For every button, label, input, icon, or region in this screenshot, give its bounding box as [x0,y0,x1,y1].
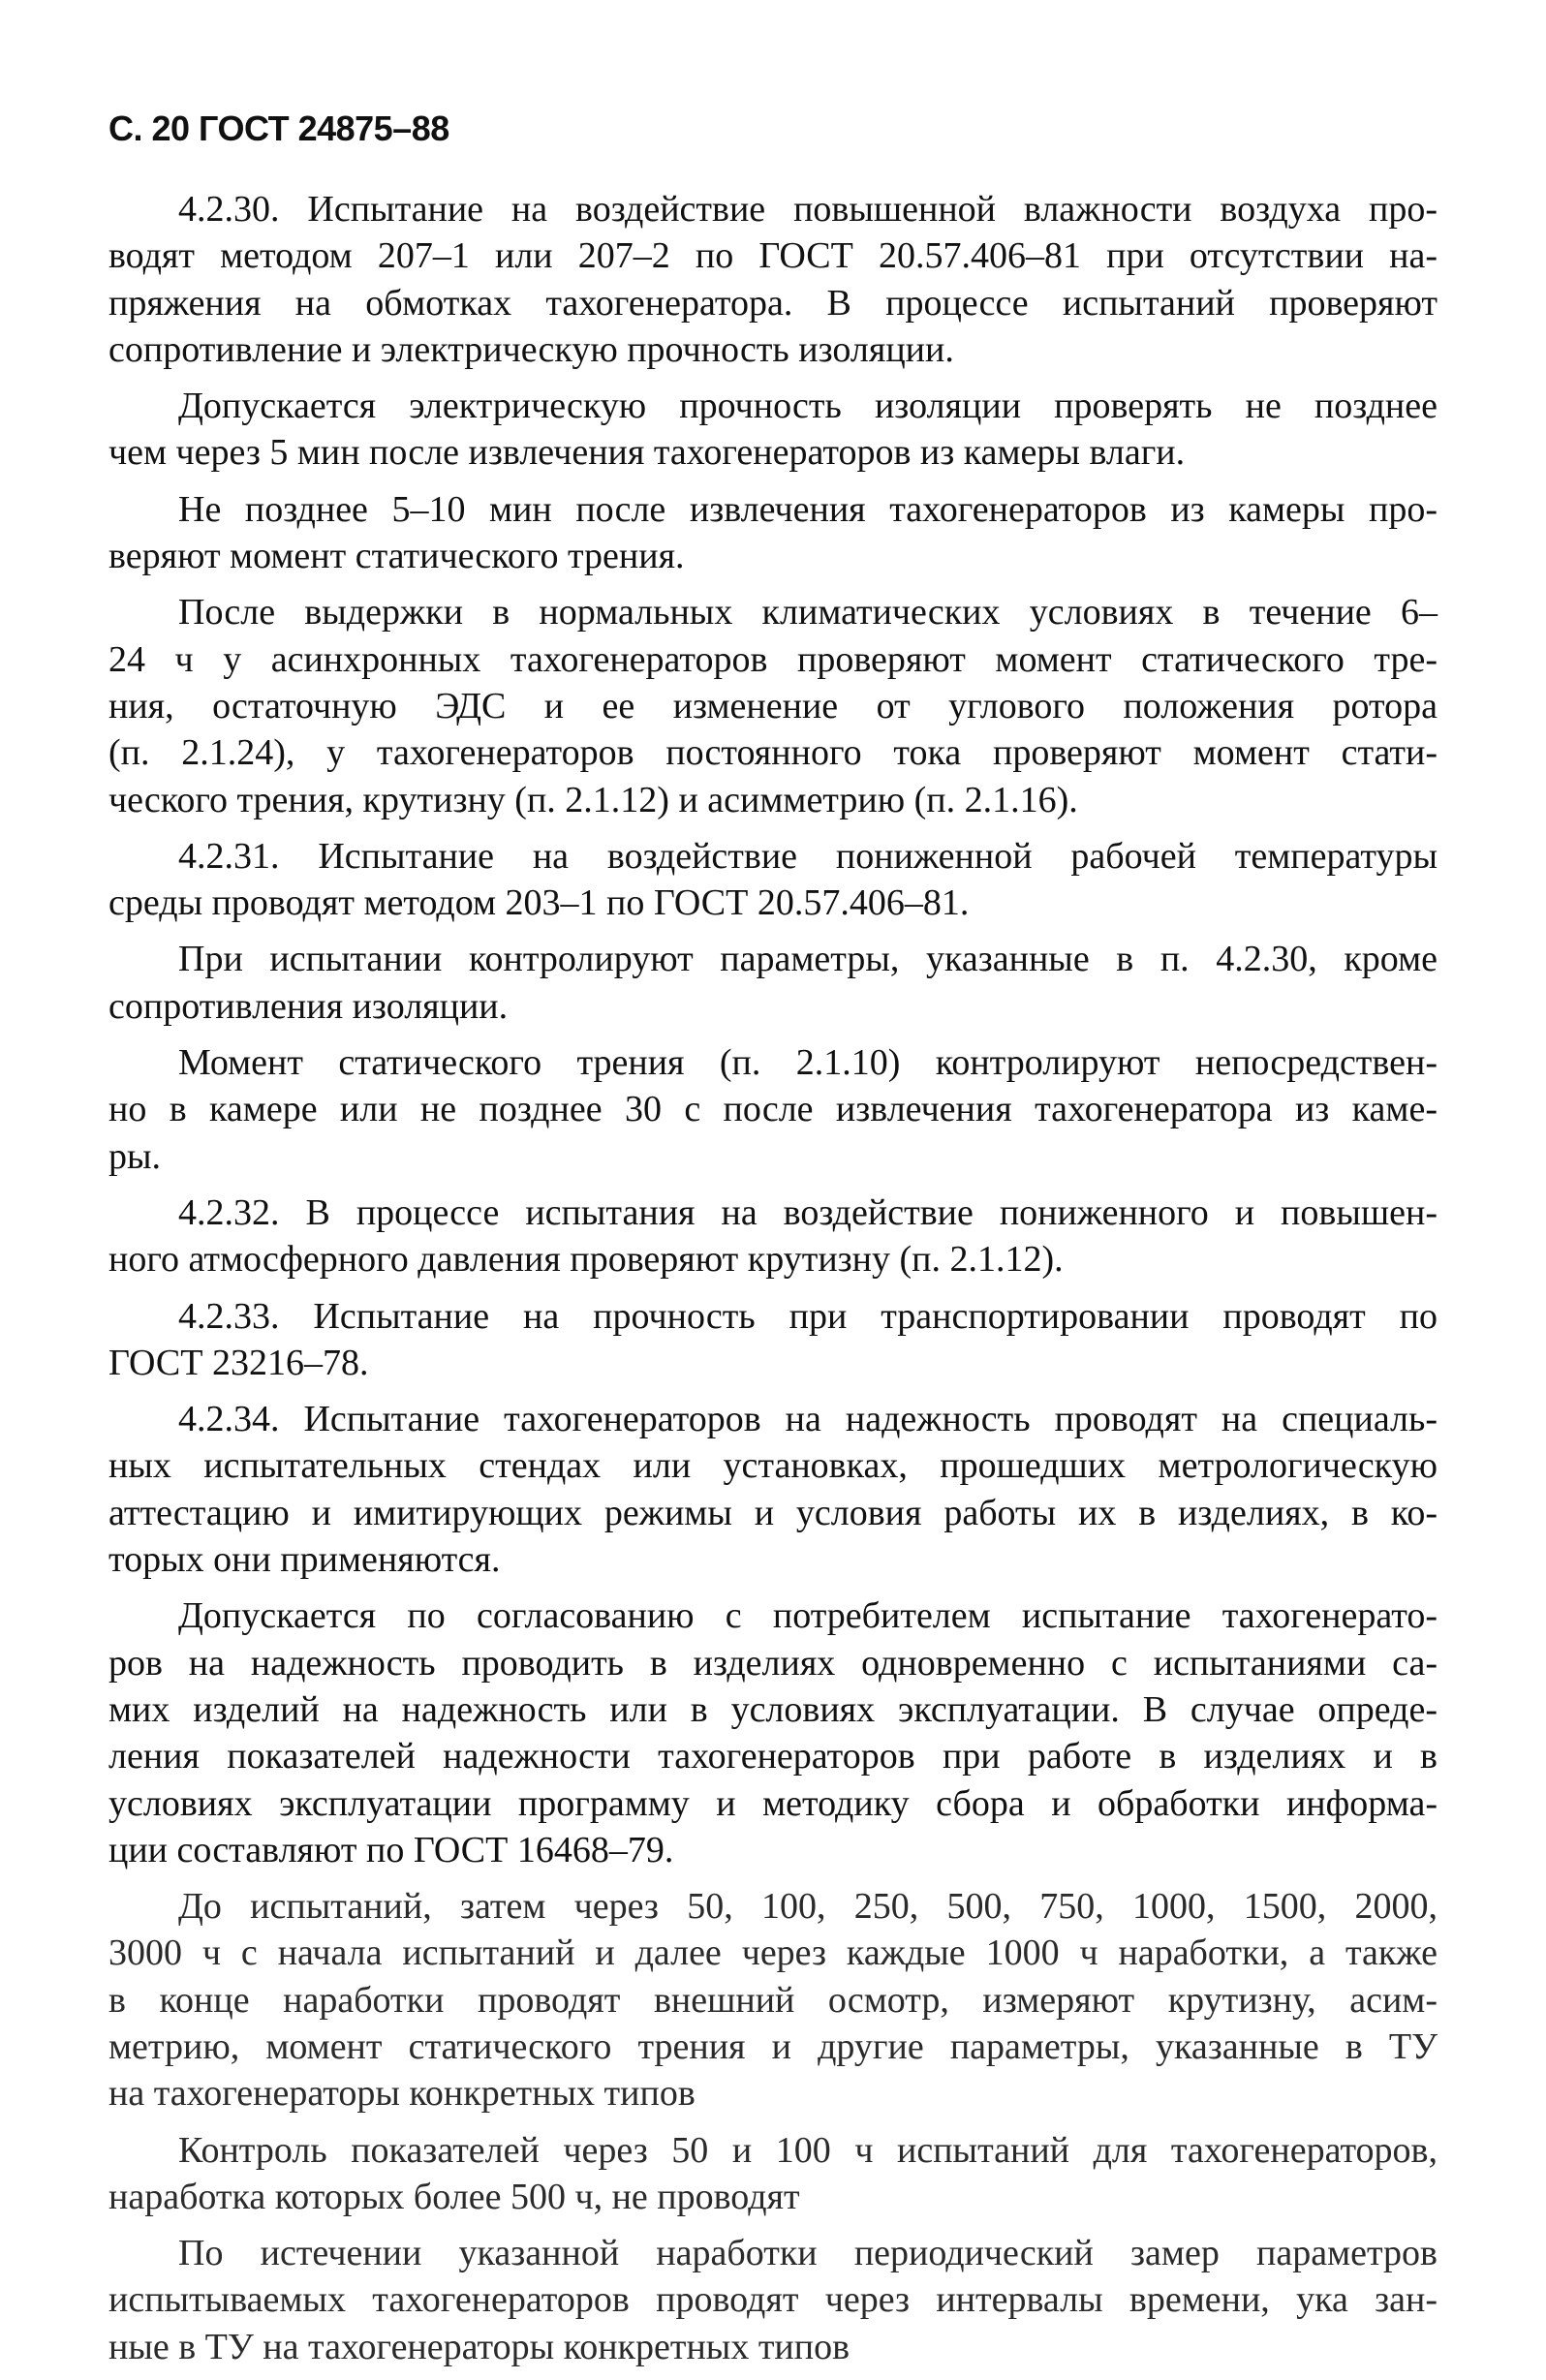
text-line: 4.2.31. Испытание на воздействие пониженной рабочей температуры [178,835,1438,877]
text-line: 24 ч у асинхронных тахогенераторов проверяют момент статического тре- [108,638,1438,680]
text-line: При испытании контролируют параметры, указанные в п. 4.2.30, кроме [178,939,1438,980]
text-line: мих изделий на надежность или в условиях эксплуатации. В случае опреде- [108,1688,1438,1730]
text-line: среды проводят методом 203–1 по ГОСТ 20.57.406–81. [108,882,970,924]
text-line: ГОСТ 23216–78. [108,1342,369,1383]
page-header: С. 20 ГОСТ 24875–88 [108,108,449,148]
text-line: ры. [108,1135,162,1177]
paragraph-control-exemption [108,2127,1438,2221]
text-line: аттестацию и имитирующих режимы и условия работы их в изделиях, в ко- [108,1492,1438,1533]
text-line: Момент статического трения (п. 2.1.10) контролируют непосредствен- [178,1042,1438,1084]
paragraph-4-2-34 [108,1396,1438,1583]
text-line: Допускается электрическую прочность изоляции проверять не позднее [178,386,1438,427]
text-line: наработка которых более 500 ч, не проводят [108,2176,800,2217]
text-line: ческого трения, крутизну (п. 2.1.12) и асимметрию (п. 2.1.16). [108,779,1078,820]
text-line: Не позднее 5–10 мин после извлечения тахогенераторов из камеры про- [178,488,1438,530]
paragraph-periodic-measurement [108,2230,1438,2370]
text-line: 3000 ч с начала испытаний и далее через каждые 1000 ч наработки, а также [108,1932,1438,1974]
paragraph-controlled-params [108,936,1438,1030]
text-line: веряют момент статического трения. [108,536,685,577]
document-body [108,186,1438,2380]
paragraph-4-2-33 [108,1293,1438,1387]
text-line: 4.2.33. Испытание на прочность при транспортировании проводят по [178,1295,1438,1337]
text-line: По истечении указанной наработки периодический замер параметров [178,2233,1438,2274]
text-line: ния, остаточную ЭДС и ее изменение от углового положения ротора [108,685,1438,726]
text-line: ления показателей надежности тахогенераторов при работе в изделиях и в [108,1736,1438,1777]
text-line: сопротивления изоляции. [108,985,509,1027]
paragraph-inspection-schedule [108,1883,1438,2117]
paragraph-4-2-32 [108,1190,1438,1283]
text-line: чем через 5 мин после извлечения тахогенераторов из камеры влаги. [108,432,1186,474]
text-line: но в камере или не позднее 30 с после извлечения тахогенератора из каме- [108,1089,1438,1130]
text-line: сопротивление и электрическую прочность изоляции. [108,328,954,370]
text-line: пряжения на обмотках тахогенератора. В процессе испытаний проверяют [108,282,1438,324]
text-line: ных испытательных стендах или установках, прошедших метрологическую [108,1445,1438,1487]
paragraph-4-2-30 [108,186,1438,373]
text-line: 4.2.32. В процессе испытания на воздействие пониженного и повышен- [178,1191,1438,1233]
text-line: Контроль показателей через 50 и 100 ч испытаний для тахогенераторов, [178,2129,1438,2171]
text-line: на тахогенераторы конкретных типов [108,2073,696,2115]
paragraph-4-2-31 [108,833,1438,927]
text-line: ного атмосферного давления проверяют крутизну (п. 2.1.12). [108,1239,1064,1281]
text-line: (п. 2.1.24), у тахогенераторов постоянного тока проверяют момент стати- [108,732,1438,774]
text-line: После выдержки в нормальных климатических условиях в течение 6– [178,592,1438,634]
paragraph-friction-check [108,486,1438,580]
text-line: ров на надежность проводить в изделиях одновременно с испытаниями са- [108,1642,1438,1684]
text-line: испытываемых тахогенераторов проводят через интервалы времени, ука зан- [108,2279,1438,2321]
text-line: торых они применяются. [108,1539,501,1581]
text-line: водят методом 207–1 или 207–2 по ГОСТ 20.57.406–81 при отсутствии на- [108,235,1438,277]
text-line: Допускается по согласованию с потребителем испытание тахогенерато- [178,1595,1438,1637]
text-line: ные в ТУ на тахогенераторы конкретных типов [108,2326,850,2367]
paragraph-static-friction [108,1039,1438,1180]
text-line: До испытаний, затем через 50, 100, 250, 500, 750, 1000, 1500, 2000, [178,1886,1438,1928]
text-line: метрию, момент статического трения и другие параметры, указанные в ТУ [108,2025,1438,2067]
text-line: 4.2.30. Испытание на воздействие повышенной влажности воздуха про- [178,189,1438,230]
paragraph-reliability-agreement [108,1592,1438,1873]
text-line: 4.2.34. Испытание тахогенераторов на надежность проводят на специаль- [178,1399,1438,1440]
text-line: в конце наработки проводят внешний осмотр, измеряют крутизну, асим- [108,1979,1438,2021]
text-line: условиях эксплуатации программу и методику сбора и обработки информа- [108,1782,1438,1824]
paragraph-insulation-check [108,383,1438,477]
paragraph-climatic-conditions [108,589,1438,822]
text-line: ции составляют по ГОСТ 16468–79. [108,1829,674,1870]
